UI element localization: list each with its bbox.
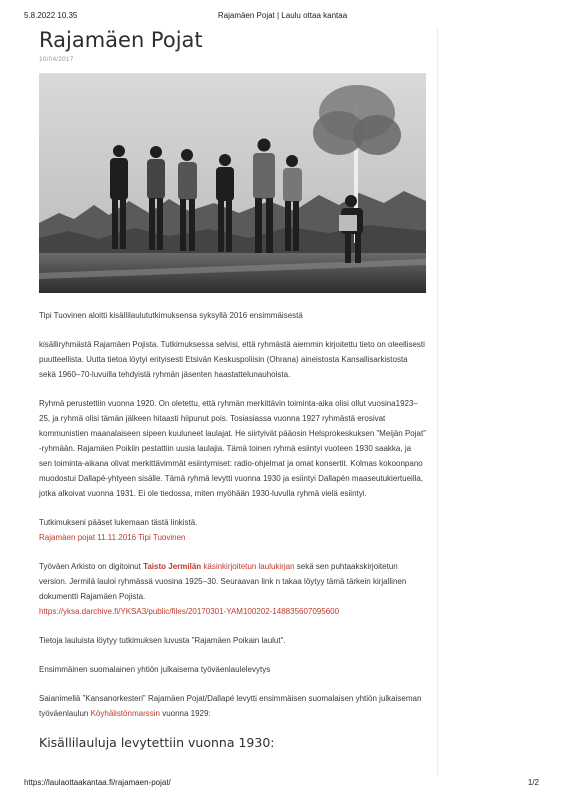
section-subheading: Kisällilauluja levytettiin vuonna 1930:: [39, 735, 275, 750]
research-link[interactable]: Rajamäen pojat 11.11.2016 Tipi Tuovinen: [39, 533, 186, 542]
paragraph-link-intro: Tutkimukseni pääset lukemaan tästä linkistä.: [39, 518, 198, 527]
paragraph-archive: [39, 559, 426, 604]
jermila-link[interactable]: Taisto Jermilän: [143, 562, 202, 571]
sidebar-divider: [437, 28, 438, 776]
paragraph-kansanorkesteri: [39, 691, 426, 721]
songbook-link[interactable]: käsinkirjoitetun laulukirjan: [201, 562, 295, 571]
archive-text-b: sekä sen puhtaakskirjoitetun version. Jermilä lauloi ryhmässä vuosina 1925–30. Seuraavan link n takaa löytyy tämä tärkein kirjallinen dokumentti Rajamäen Pojista.: [39, 562, 407, 601]
article: [39, 28, 426, 751]
print-url: https://laulaottaakantaa.fi/rajamaen-pojat/: [24, 778, 171, 787]
paragraph-research: kisälliryhmästä Rajamäen Pojista. Tutkimuksessa selvisi, että ryhmästä aiemmin kirjoitettu tieto on oleellisesti puutteellista. Uutta tietoa löytyi erityisesti Etsivän Keskuspoliisin (Ohrana) aineistosta Kansallisarkistosta sekä 1960–70-luvuilla tehdyistä ryhmän jäsenten haastattelunauhoista.: [39, 340, 425, 379]
group-photo: [39, 73, 426, 293]
archive-text-a: Työväen Arkisto on digitoinut: [39, 562, 144, 571]
paragraph-songs: Tietoja lauluista löytyy tutkimuksen luvusta ”Rajamäen Poikain laulut”.: [39, 636, 286, 645]
print-page-title: Rajamäen Pojat | Laulu ottaa kantaa: [217, 11, 348, 20]
koyhalisto-link[interactable]: Köyhälistönmarssin: [90, 709, 160, 718]
article-date: 10/04/2017: [39, 56, 74, 63]
article-title: Rajamäen Pojat: [39, 28, 203, 52]
print-date: 5.8.2022 10.35: [24, 11, 78, 20]
archive-url-link[interactable]: https://yksa.darchive.fi/YKSA3/public/files/20170301-YAM100202-148835607095600: [39, 607, 340, 616]
paragraph-first-recording: Ensimmäinen suomalainen yhtiön julkaisema työväenlaulelevytys: [39, 665, 271, 674]
recording-text-b: vuonna 1929:: [159, 709, 211, 718]
recording-text-a: Saianimellä ”Kansanorkesteri” Rajamäen Pojat/Dallapé levytti ensimmäisen suomalaisen yhtiön julkaiseman työväenlaulun: [39, 694, 422, 718]
paragraph-history: Ryhmä perustettiin vuonna 1920. On oletettu, että ryhmän merkittävin toiminta-aika olisi ollut vuosina1923–25, ja ryhmä olisi tämän jälkeen hitaasti hiipunut pois. Tosiasiassa vuonna 1927 ryhmästä erosivat kommunistien maanalaiseen sipeen kuuluneet laulajat. He siirtyivät pääosin Helsprokeskuksen ”Meijän Pojat” -ryhmään. Rajamäen Poikiin pestattiin uusia laulajia. Tämä toinen ryhmä esiintyi vuoteen 1930 saakka, ja sen toiminta-aikana olivat merkittävimmät esiintymiset: radio-ohjelmat ja omat konsertit. Kolmas kokoonpano muodostui Dallapé-yhtyeen sisälle. Tämä ryhmä levytti vuonna 1930 ja esiintyi Dallapén maaseutukiertueilla, jotka alkoivat vuonna 1931. Ei ole tiedossa, miten myöhään 1930-luvulla ryhmä vielä esiintyi.: [39, 399, 426, 498]
paragraph-intro: Tipi Tuovinen aloitti kisällilaulututkimuksensa syksyllä 2016 ensimmäisestä: [39, 311, 303, 320]
print-page-number: 1/2: [527, 778, 539, 787]
